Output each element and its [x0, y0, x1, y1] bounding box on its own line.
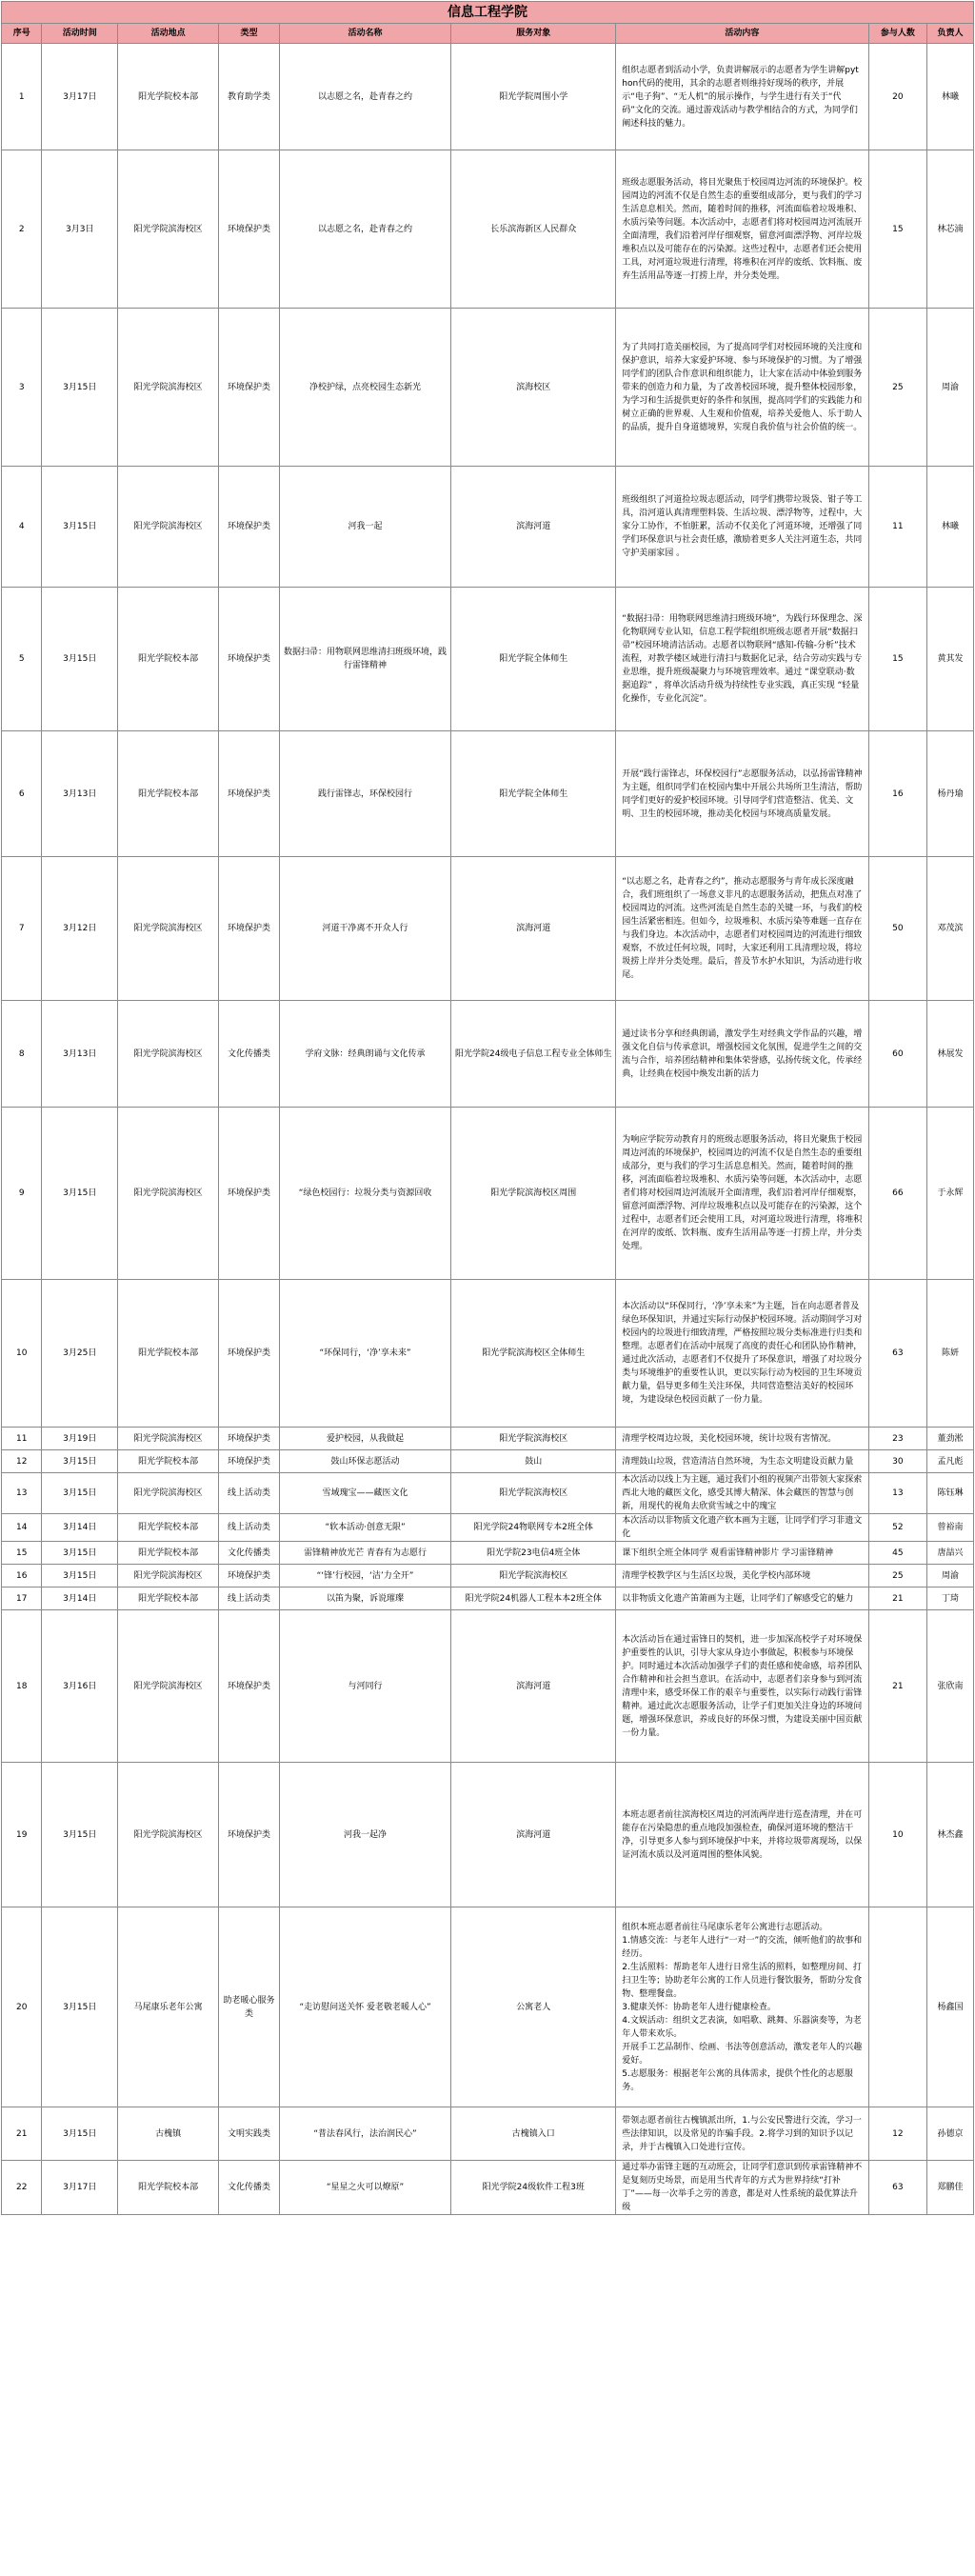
cell-type: 线上活动类 — [219, 1588, 280, 1610]
cell-no: 14 — [2, 1514, 42, 1542]
cell-leader: 孟凡彪 — [927, 1450, 974, 1473]
cell-content: 组织本班志愿者前往马尾康乐老年公寓进行志愿活动。 1.情感交流：与老年人进行“一对一”的交流，倾听他们的故事和经历。 2.生活照料：帮助老年人进行日常生活的照料，如整理房间、打扫卫生等；协助老年公寓的工作人员进行餐饮服务，帮助分发食物、整理餐盘。 3.健康关怀：协助老年人进行健康检查。 4.文娱活动：组织文艺表演，如唱歌、跳舞、乐器演奏等，为老年人带来欢乐。 开展手工艺品制作、绘画、书法等创意活动，激发老年人的兴趣爱好。 5.志愿服务：根据老年公寓的具体需求，提供个性化的志愿服务。 — [616, 1907, 868, 2107]
cell-type: 环境保护类 — [219, 1763, 280, 1907]
header-type: 类型 — [219, 24, 280, 44]
cell-type: 文化传播类 — [219, 2161, 280, 2215]
cell-name: “走访慰问送关怀 爱老敬老暖人心” — [279, 1907, 450, 2107]
cell-date: 3月15日 — [42, 1450, 118, 1473]
cell-no: 21 — [2, 2107, 42, 2161]
cell-content: “以志愿之名，赴青春之约”，推动志愿服务与青年成长深度融合，我们班组织了一场意义非凡的志愿服务活动，把焦点对准了校园周边的河流。这些河流是自然生态的关键一环，与我们的校园生活紧密相连。但如今，垃圾堆积、水质污染等难题一直存在与我们身边。本次活动中，志愿者们对校园周边的河流进行细致观察，不放过任何垃圾，同时，大家还利用工具清理垃圾，将垃圾捞上岸并分类处理。最后，普及节水护水知识，为活动进行收尾。 — [616, 857, 868, 1001]
cell-count: 30 — [868, 1450, 927, 1473]
cell-count: 50 — [868, 857, 927, 1001]
cell-content: 为响应学院劳动教育月的班级志愿服务活动，将目光聚焦于校园周边河流的环境保护，校园周边的河流不仅是自然生态的重要组成部分，更与我们的学习生活息息相关。然而，随着时间的推移，河流面临着垃圾堆积、水质污染等问题，本次活动中，志愿者们将对校园周边河流展开全面清理，我们沿着河岸仔细观察，留意河面漂浮物、河岸垃圾堆积点以及可能存在的污染源，这个过程中，志愿者们还会使用工具，对河道垃圾进行清理，将堆积在河岸的废纸、饮料瓶、废弃生活用品等逐一打捞上岸，并分类处理。 — [616, 1108, 868, 1280]
cell-name: “星星之火可以燎原” — [279, 2161, 450, 2215]
cell-date: 3月25日 — [42, 1280, 118, 1428]
cell-place: 阳光学院滨海校区 — [118, 1001, 219, 1108]
cell-count: 23 — [868, 1428, 927, 1450]
header-no: 序号 — [2, 24, 42, 44]
cell-count: 63 — [868, 2161, 927, 2215]
cell-content: 本次活动以非物质文化遗产软本画为主题，让同学们学习非遗文化 — [616, 1514, 868, 1542]
cell-content: 清理学校教学区与生活区垃圾，美化学校内部环境 — [616, 1565, 868, 1588]
cell-leader: 林芯湳 — [927, 150, 974, 309]
cell-count: 13 — [868, 1473, 927, 1514]
cell-place: 阳光学院滨海校区 — [118, 467, 219, 588]
sheet-title: 信息工程学院 — [2, 2, 974, 24]
cell-leader: 杨丹瑜 — [927, 731, 974, 857]
header-leader: 负责人 — [927, 24, 974, 44]
cell-target: 滨海校区 — [451, 309, 616, 467]
cell-date: 3月13日 — [42, 731, 118, 857]
header-date: 活动时间 — [42, 24, 118, 44]
table-row — [2, 309, 974, 467]
cell-leader: 周渝 — [927, 1565, 974, 1588]
cell-place: 阳光学院校本部 — [118, 731, 219, 857]
cell-leader: 林杰鑫 — [927, 1763, 974, 1907]
cell-date: 3月15日 — [42, 1907, 118, 2107]
table-row — [2, 1763, 974, 1907]
cell-target: 阳光学院24级软件工程3班 — [451, 2161, 616, 2215]
cell-no: 16 — [2, 1565, 42, 1588]
cell-name: 河我一起净 — [279, 1763, 450, 1907]
table-row — [2, 1907, 974, 2107]
cell-name: “软本活动·创意无限” — [279, 1514, 450, 1542]
cell-date: 3月15日 — [42, 1108, 118, 1280]
cell-content: 清理学校周边垃圾，美化校园环境，统计垃圾有害情况。 — [616, 1428, 868, 1450]
cell-count: 21 — [868, 1588, 927, 1610]
table-row — [2, 588, 974, 731]
cell-place: 阳光学院滨海校区 — [118, 309, 219, 467]
cell-count: 15 — [868, 150, 927, 309]
cell-type: 环境保护类 — [219, 1610, 280, 1763]
cell-count — [868, 1907, 927, 2107]
cell-place: 阳光学院滨海校区 — [118, 1473, 219, 1514]
cell-target: 阳光学院滨海校区全体师生 — [451, 1280, 616, 1428]
cell-content: 开展“践行雷锋志，环保校园行”志愿服务活动，以弘扬雷锋精神为主题，组织同学们在校园内集中开展公共场所卫生清洁，帮助同学们更好的爱护校园环境。引导同学们营造整洁、优美、文明、卫生的校园环境，推动美化校园与环境高质量发展。 — [616, 731, 868, 857]
cell-date: 3月15日 — [42, 467, 118, 588]
cell-type: 环境保护类 — [219, 467, 280, 588]
cell-name: “普法春风行，法治润民心” — [279, 2107, 450, 2161]
cell-date: 3月16日 — [42, 1610, 118, 1763]
cell-leader: 于永辉 — [927, 1108, 974, 1280]
cell-name: 雷锋精神放光芒 青春有为志愿行 — [279, 1542, 450, 1565]
cell-place: 古槐镇 — [118, 2107, 219, 2161]
cell-count: 25 — [868, 1565, 927, 1588]
cell-content: 带领志愿者前往古槐镇派出所，1.与公安民警进行交流，学习一些法律知识，以及常见的诈骗手段。2.将学习到的知识予以记录，并于古槐镇入口处进行宣传。 — [616, 2107, 868, 2161]
table-row — [2, 2161, 974, 2215]
cell-type: 环境保护类 — [219, 1565, 280, 1588]
cell-type: 线上活动类 — [219, 1514, 280, 1542]
cell-no: 9 — [2, 1108, 42, 1280]
table-row — [2, 731, 974, 857]
table-row — [2, 44, 974, 150]
cell-place: 阳光学院滨海校区 — [118, 1565, 219, 1588]
cell-count: 12 — [868, 2107, 927, 2161]
activity-table — [1, 1, 974, 2215]
cell-no: 1 — [2, 44, 42, 150]
table-row — [2, 1473, 974, 1514]
header-name: 活动名称 — [279, 24, 450, 44]
table-row — [2, 467, 974, 588]
cell-date: 3月15日 — [42, 588, 118, 731]
cell-leader: 孙德京 — [927, 2107, 974, 2161]
cell-target: 鼓山 — [451, 1450, 616, 1473]
cell-content: 为了共同打造美丽校园，为了提高同学们对校园环境的关注度和保护意识，培养大家爱护环境、参与环境保护的习惯。为了增强同学们的团队合作意识和组织能力，让大家在活动中体验到服务带来的创造力和力量，为了改善校园环境，提升整体校园形象，为学习和生活提供更好的条件和氛围，提高同学们的实践能力和树立正确的世界观、人生观和价值观，培养关爱他人、乐于助人的品质，提升自身道德境界，实现自我价值与社会价值的统一。 — [616, 309, 868, 467]
cell-leader: 黄其发 — [927, 588, 974, 731]
cell-no: 11 — [2, 1428, 42, 1450]
header-target: 服务对象 — [451, 24, 616, 44]
cell-name: 以笛为聚，诉说璀璨 — [279, 1588, 450, 1610]
cell-target: 阳光学院24物联网专本2班全体 — [451, 1514, 616, 1542]
cell-leader: 陈妍 — [927, 1280, 974, 1428]
cell-name: 与河同行 — [279, 1610, 450, 1763]
cell-target: 阳光学院24级电子信息工程专业全体师生 — [451, 1001, 616, 1108]
cell-date: 3月14日 — [42, 1588, 118, 1610]
cell-type: 文化传播类 — [219, 1001, 280, 1108]
cell-name: “‘锋’行校园，‘洁’力全开” — [279, 1565, 450, 1588]
table-row — [2, 1428, 974, 1450]
cell-name: 践行雷锋志，环保校园行 — [279, 731, 450, 857]
header-place: 活动地点 — [118, 24, 219, 44]
table-row — [2, 150, 974, 309]
cell-no: 17 — [2, 1588, 42, 1610]
cell-type: 文化传播类 — [219, 1542, 280, 1565]
cell-target: 公寓老人 — [451, 1907, 616, 2107]
cell-count: 60 — [868, 1001, 927, 1108]
cell-content: 本次活动以线上为主题，通过我们小组的视频产出带领大家探索西北大地的藏医文化，感受其博大精深、体会藏医的智慧与创新，用现代的视角去欣赏雪域之中的瑰宝 — [616, 1473, 868, 1514]
cell-name: 爱护校园，从我做起 — [279, 1428, 450, 1450]
table-row — [2, 1565, 974, 1588]
cell-leader: 陈钰琳 — [927, 1473, 974, 1514]
table-row — [2, 1001, 974, 1108]
cell-no: 7 — [2, 857, 42, 1001]
cell-content: 通过举办雷锋主题的互动班会，让同学们意识到传承雷锋精神不是复刻历史场景，而是用当代青年的方式为世界持续“打补丁”——每一次举手之劳的善意，都是对人性系统的最优算法升级 — [616, 2161, 868, 2215]
table-row — [2, 1108, 974, 1280]
cell-leader: 张欣南 — [927, 1610, 974, 1763]
cell-target: 阳光学院全体师生 — [451, 731, 616, 857]
cell-leader: 杨鑫国 — [927, 1907, 974, 2107]
cell-place: 阳光学院滨海校区 — [118, 150, 219, 309]
cell-place: 阳光学院滨海校区 — [118, 1108, 219, 1280]
cell-place: 阳光学院校本部 — [118, 1542, 219, 1565]
cell-count: 20 — [868, 44, 927, 150]
cell-no: 5 — [2, 588, 42, 731]
cell-name: “绿色校园行：垃圾分类与资源回收 — [279, 1108, 450, 1280]
cell-no: 20 — [2, 1907, 42, 2107]
cell-content: 本班志愿者前往滨海校区周边的河流两岸进行巡查清理，并在可能存在污染隐患的重点地段加强检查，确保河道环境的整洁干净，引导更多人参与到环境保护中来，并将垃圾带离现场，以保证河流水质以及河道周围的整体风貌。 — [616, 1763, 868, 1907]
cell-target: 阳光学院滨海校区 — [451, 1473, 616, 1514]
cell-place: 阳光学院校本部 — [118, 44, 219, 150]
cell-place: 阳光学院校本部 — [118, 2161, 219, 2215]
cell-type: 文明实践类 — [219, 2107, 280, 2161]
cell-type: 环境保护类 — [219, 857, 280, 1001]
cell-name: 以志愿之名，赴青春之约 — [279, 150, 450, 309]
cell-name: 雪域瑰宝——藏医文化 — [279, 1473, 450, 1514]
cell-date: 3月15日 — [42, 1542, 118, 1565]
cell-type: 环境保护类 — [219, 731, 280, 857]
cell-no: 13 — [2, 1473, 42, 1514]
cell-target: 阳光学院全体师生 — [451, 588, 616, 731]
cell-no: 6 — [2, 731, 42, 857]
cell-leader: 董劲淞 — [927, 1428, 974, 1450]
cell-date: 3月15日 — [42, 309, 118, 467]
cell-place: 阳光学院校本部 — [118, 1514, 219, 1542]
cell-name: 学府文脉：经典朗诵与文化传承 — [279, 1001, 450, 1108]
cell-date: 3月15日 — [42, 1473, 118, 1514]
cell-count: 25 — [868, 309, 927, 467]
cell-count: 15 — [868, 588, 927, 731]
cell-place: 阳光学院滨海校区 — [118, 1428, 219, 1450]
cell-leader: 丁琦 — [927, 1588, 974, 1610]
cell-content: 以非物质文化遗产笛箫画为主题，让同学们了解感受它的魅力 — [616, 1588, 868, 1610]
cell-leader: 唐喆兴 — [927, 1542, 974, 1565]
cell-target: 滨海河道 — [451, 1610, 616, 1763]
header-count: 参与人数 — [868, 24, 927, 44]
cell-date: 3月15日 — [42, 1763, 118, 1907]
cell-name: 净校护绿，点亮校园生态新光 — [279, 309, 450, 467]
table-row — [2, 1542, 974, 1565]
cell-type: 环境保护类 — [219, 588, 280, 731]
cell-place: 阳光学院校本部 — [118, 588, 219, 731]
cell-target: 长乐滨海新区人民群众 — [451, 150, 616, 309]
cell-target: 阳光学院23电信4班全体 — [451, 1542, 616, 1565]
cell-type: 助老暖心服务类 — [219, 1907, 280, 2107]
cell-no: 18 — [2, 1610, 42, 1763]
cell-no: 8 — [2, 1001, 42, 1108]
cell-count: 10 — [868, 1763, 927, 1907]
cell-target: 滨海河道 — [451, 1763, 616, 1907]
cell-content: “数据扫帚：用物联网思维清扫班级环境”，为践行环保理念、深化物联网专业认知，信息工程学院组织班级志愿者开展“数据扫帚”校园环境清洁活动。志愿者以物联网“感知-传输-分析”技术流程，对教学楼区域进行清扫与数据化记录，结合劳动实践与专业思维，提升班级凝聚力与环境管理效率。通过 “课堂联动·数据追踪” ，将单次活动升级为持续性专业实践，真正实现 “轻量化操作，专业化沉淀”。 — [616, 588, 868, 731]
cell-target: 阳光学院滨海校区周围 — [451, 1108, 616, 1280]
cell-count: 66 — [868, 1108, 927, 1280]
cell-name: 数据扫帚：用物联网思维清扫班级环境，践行雷锋精神 — [279, 588, 450, 731]
cell-name: 以志愿之名，赴青春之约 — [279, 44, 450, 150]
cell-date: 3月13日 — [42, 1001, 118, 1108]
header-content: 活动内容 — [616, 24, 868, 44]
cell-count: 21 — [868, 1610, 927, 1763]
cell-name: 鼓山环保志愿活动 — [279, 1450, 450, 1473]
cell-no: 4 — [2, 467, 42, 588]
cell-type: 环境保护类 — [219, 1280, 280, 1428]
cell-content: 通过读书分享和经典朗诵，激发学生对经典文学作品的兴趣，增强文化自信与传承意识，增强校园文化氛围，促进学生之间的交流与合作，培养团结精神和集体荣誉感，弘扬传统文化，传承经典，让经典在校园中焕发出新的活力 — [616, 1001, 868, 1108]
cell-date: 3月17日 — [42, 2161, 118, 2215]
cell-count: 11 — [868, 467, 927, 588]
cell-content: 班级组织了河道捡垃圾志愿活动，同学们携带垃圾袋、钳子等工具，沿河道认真清理塑料袋、生活垃圾、漂浮物等，过程中，大家分工协作，不怕脏累，活动不仅美化了河道环境，还增强了同学们环保意识与社会责任感，激励着更多人关注河道生态，共同守护美丽家园 。 — [616, 467, 868, 588]
cell-target: 滨海河道 — [451, 467, 616, 588]
table-row — [2, 1610, 974, 1763]
cell-leader: 曾裕南 — [927, 1514, 974, 1542]
cell-date: 3月12日 — [42, 857, 118, 1001]
cell-date: 3月19日 — [42, 1428, 118, 1450]
cell-date: 3月14日 — [42, 1514, 118, 1542]
cell-leader: 周渝 — [927, 309, 974, 467]
table-row — [2, 2107, 974, 2161]
cell-leader: 林展发 — [927, 1001, 974, 1108]
cell-count: 16 — [868, 731, 927, 857]
cell-date: 3月15日 — [42, 1565, 118, 1588]
cell-count: 63 — [868, 1280, 927, 1428]
cell-target: 阳光学院24机器人工程本本2班全体 — [451, 1588, 616, 1610]
cell-content: 课下组织全班全体同学 观看雷锋精神影片 学习雷锋精神 — [616, 1542, 868, 1565]
cell-target: 滨海河道 — [451, 857, 616, 1001]
cell-name: 河我一起 — [279, 467, 450, 588]
cell-place: 阳光学院校本部 — [118, 1450, 219, 1473]
cell-date: 3月17日 — [42, 44, 118, 150]
cell-leader: 邓茂滨 — [927, 857, 974, 1001]
table-row — [2, 857, 974, 1001]
cell-no: 22 — [2, 2161, 42, 2215]
cell-place: 阳光学院校本部 — [118, 1280, 219, 1428]
cell-target: 阳光学院周围小学 — [451, 44, 616, 150]
cell-content: 班级志愿服务活动，将目光聚焦于校园周边河流的环境保护。校园周边的河流不仅是自然生态的重要组成部分，更与我们的学习生活息息相关。然而，随着时间的推移，河流面临着垃圾堆积、水质污染等问题。本次活动中，志愿者们将对校园周边河流展开全面清理，我们沿着河岸仔细观察，留意河面漂浮物、河岸垃圾堆积点以及可能存在的污染源。这些过程中，志愿者们还会使用工具，对河道垃圾进行清理，将堆积在河岸的废纸、饮料瓶、废弃生活用品等逐一打捞上岸，并分类处理。 — [616, 150, 868, 309]
cell-count: 52 — [868, 1514, 927, 1542]
cell-content: 本次活动以“环保同行，‘净’享未来”为主题，旨在向志愿者普及绿色环保知识，并通过实际行动保护校园环境。活动期间学习对校园内的垃圾进行细致清理，严格按照垃圾分类标准进行归类和整理。志愿者们在活动中展现了高度的责任心和团队协作精神，通过此次活动，志愿者们不仅提升了环保意识，增强了对垃圾分类与环境维护的重要性认识，更以实际行动为校园的卫生环境贡献力量，倡导更多师生关注环保，共同营造整洁美好的校园环境，为建设绿色校园贡献了一份力量。 — [616, 1280, 868, 1428]
cell-name: “环保同行，‘净’享未来” — [279, 1280, 450, 1428]
cell-type: 线上活动类 — [219, 1473, 280, 1514]
cell-target: 古槐镇入口 — [451, 2107, 616, 2161]
cell-place: 阳光学院滨海校区 — [118, 1610, 219, 1763]
cell-type: 环境保护类 — [219, 309, 280, 467]
cell-target: 阳光学院滨海校区 — [451, 1565, 616, 1588]
table-row — [2, 1588, 974, 1610]
cell-no: 12 — [2, 1450, 42, 1473]
cell-type: 环境保护类 — [219, 1450, 280, 1473]
cell-place: 阳光学院滨海校区 — [118, 1763, 219, 1907]
cell-content: 组织志愿者到活动小学，负责讲解展示的志愿者为学生讲解python代码的使用，其余的志愿者则维持好现场的秩序，并展示“电子狗”、“无人机”的展示操作，与学生进行有关于“代码”文化的交流。通过游戏活动与教学相结合的方式，为同学们阐述科技的魅力。 — [616, 44, 868, 150]
table-row — [2, 1280, 974, 1428]
cell-content: 本次活动旨在通过雷锋日的契机，进一步加深高校学子对环境保护重要性的认识，引导大家从身边小事做起，积极参与环境保护。同时通过本次活动加强学子们的责任感和使命感，培养团队合作精神和社会担当意识。在活动中，志愿者们亲身参与到河流清理中来，感受环保工作的艰辛与重要性，以实际行动践行雷锋精神。通过此次志愿服务活动，让学子们更加关注身边的环境问题，增强环保意识，养成良好的环保习惯，为建设美丽中国贡献一份力量。 — [616, 1610, 868, 1763]
cell-leader: 林曦 — [927, 44, 974, 150]
cell-leader: 郑鹏佳 — [927, 2161, 974, 2215]
cell-type: 教育助学类 — [219, 44, 280, 150]
cell-content: 清理鼓山垃圾，营造清洁自然环境，为生态文明建设贡献力量 — [616, 1450, 868, 1473]
cell-no: 3 — [2, 309, 42, 467]
cell-no: 2 — [2, 150, 42, 309]
cell-type: 环境保护类 — [219, 1108, 280, 1280]
cell-no: 10 — [2, 1280, 42, 1428]
table-row — [2, 1514, 974, 1542]
table-row — [2, 1450, 974, 1473]
cell-type: 环境保护类 — [219, 1428, 280, 1450]
header-row — [2, 24, 974, 44]
cell-leader: 林曦 — [927, 467, 974, 588]
cell-count: 45 — [868, 1542, 927, 1565]
cell-target: 阳光学院滨海校区 — [451, 1428, 616, 1450]
cell-place: 阳光学院校本部 — [118, 1588, 219, 1610]
cell-date: 3月15日 — [42, 2107, 118, 2161]
cell-type: 环境保护类 — [219, 150, 280, 309]
cell-name: 河道干净离不开众人行 — [279, 857, 450, 1001]
cell-place: 马尾康乐老年公寓 — [118, 1907, 219, 2107]
cell-date: 3月3日 — [42, 150, 118, 309]
cell-place: 阳光学院滨海校区 — [118, 857, 219, 1001]
cell-no: 15 — [2, 1542, 42, 1565]
cell-no: 19 — [2, 1763, 42, 1907]
